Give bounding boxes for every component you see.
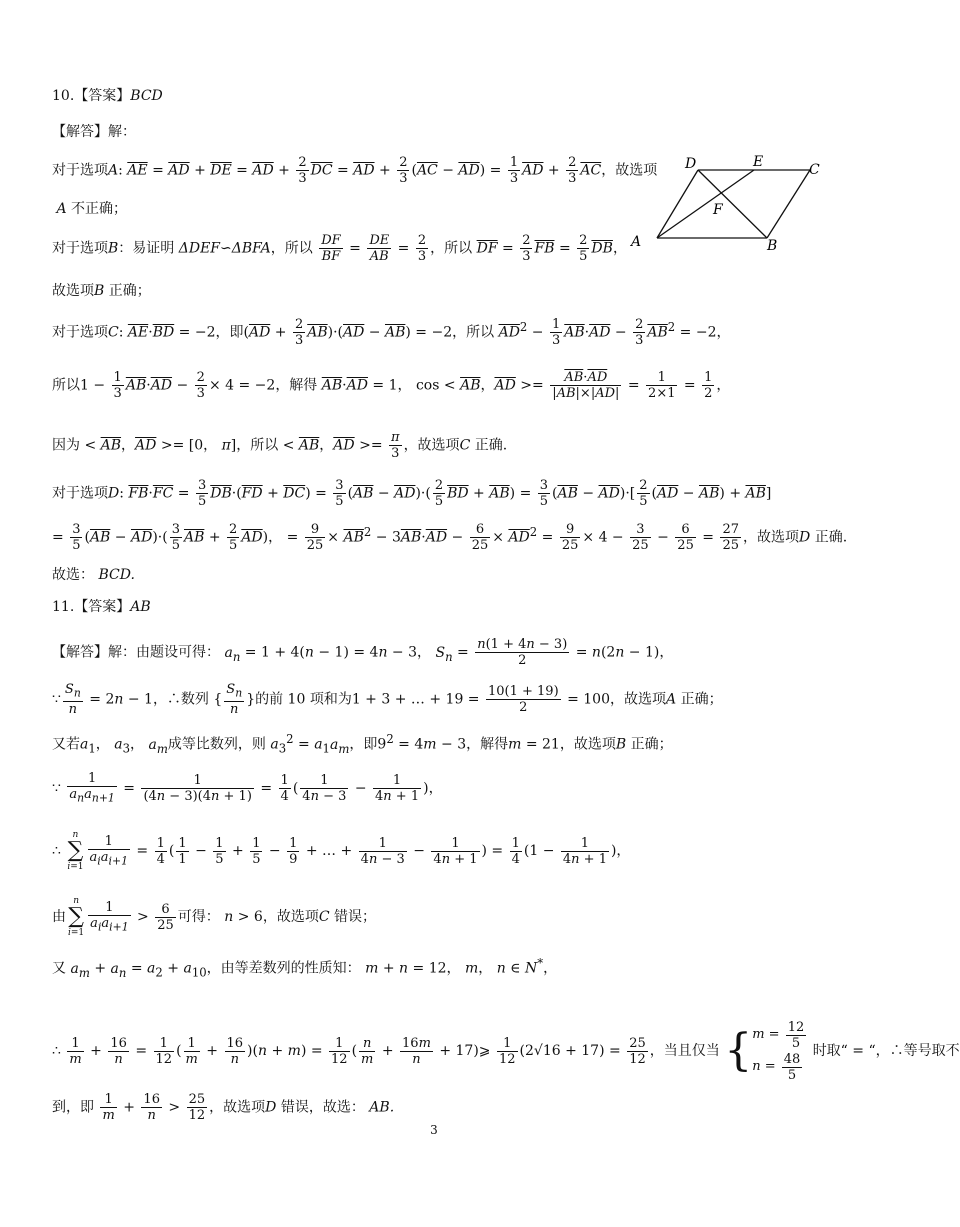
q10-final: 故选： BCD.	[52, 567, 135, 583]
q10-option-d: 对于选项D: $\overline{FB}\cdot\overline{FC}$ = $\frac{3}{5}$ $\overline{DB}\cdot(\overline{FD} + \overline{DC})$ = $\frac{3}{5}$ $(\overline{AB} - \overline{AD})\cdot$( $\frac{2}{5}$ $\overline{BD} + \overline{AB}$) = $\frac{3}{5}$ $(\overline{AB} - \overline{AD})\cdot$[ $\frac{2}{5}$ $(\overline{AD} - \overline{AB}) + \overline{AB}$]	[52, 478, 772, 509]
q10-option-c-line2: 所以1 − $\frac{1}{3}$ $\overline{AB}\cdot\overline{AD}$ − $\frac{2}{3}$ × 4 = −2，解得 $\overline{AB}\cdot\overline{AD} = 1$， $\cos < \overline{AB}$，$\overline{AD}$ >= $\frac{\overline{AB}\cdot\overline{AD}}{|\overline{AB}|\times|\overline{AD}|}$ = $\frac{1}{2\times 1}$ = $\frac{1}{2}$ ，	[52, 370, 731, 401]
label-A: A	[631, 234, 642, 250]
label-E: E	[753, 154, 764, 170]
q10-option-a: 对于选项A: $\overline{AE} = \overline{AD} + \overline{DE} = \overline{AD}$ + $\frac{2}{3}$ $\overline{DC} = \overline{AD}$ + $\frac{2}{3}$ $(\overline{AC} - \overline{AD})$ = $\frac{1}{3}$ $\overline{AD}$ + $\frac{2}{3}$ $\overline{AC}$，故选项	[52, 155, 658, 186]
q11-line8: ∴ $\frac{1}{m}$ + $\frac{16}{n}$ = $\frac{1}{12}$ ( $\frac{1}{m}$ + $\frac{16}{n}$ )(n + m) = $\frac{1}{12}$ ( $\frac{n}{m}$ + $\frac{16m}{n}$ + 17)⩾ $\frac{1}{12}$ (2√16 + 17) = $\frac{25}{12}$ ，当且仅当 { m = 12 5 n = 48 5 时取“ = “，∴等号取不	[52, 1019, 960, 1083]
q10-option-b: 对于选项B：易证明 ΔDEF∽ΔBFA，所以 $\frac{DF}{BF}$ = $\frac{DE}{AB}$ = $\frac{2}{3}$ ，所以 $\overline{DF}$ = $\frac{2}{3}$ $\overline{FB}$ = $\frac{2}{5}$ $\overline{DB}$，	[52, 233, 627, 264]
q10-option-a-result: A 不正确；	[56, 201, 128, 217]
q10-solution-label: 【解答】解：	[52, 124, 136, 140]
q11-line1: 【解答】解：由题设可得： $a_n = 1 + 4(n - 1) = 4n - 3$， $S_n$ = $\frac{n(1 + 4n - 3)}{2}$ = n(2n − 1)，	[52, 637, 674, 668]
q11-line2: ∵ $\frac{S_n}{n}$ = 2n − 1，∴数列 { $\frac{S_n}{n}$ }的前 10 项和为1 + 3 + … + 19 = $\frac{10(1 + 19)}{2}$ = 100，故选项A 正确；	[52, 682, 723, 717]
q10-option-c-line3: 因为 < $\overline{AB}$，$\overline{AD} >= [0$， π]，所以 < $\overline{AB}$，$\overline{AD}$ >= $\frac{\pi}{3}$ ，故选项C 正确.	[52, 430, 508, 461]
q11-line3: 又若$a_1$， $a_3$， $a_m$成等比数列，则 $a_3^2 = a_1a_m$，即$9^2 = 4m - 3$，解得m = 21，故选项B 正确；	[52, 732, 673, 756]
label-B: B	[767, 238, 778, 254]
edge-BC	[767, 170, 810, 238]
label-C: C	[809, 162, 820, 178]
label-D: D	[685, 156, 697, 172]
segment-AE	[657, 170, 754, 238]
q10-option-c: 对于选项C: $\overline{AE}\cdot\overline{BD} = -2$，即($\overline{AD}$ + $\frac{2}{3}$ $\overline{AB})\cdot(\overline{AD} - \overline{AB}) = -2$，所以 $\overline{AD}^2$ − $\frac{1}{3}$ $\overline{AB}\cdot\overline{AD}$ − $\frac{2}{3}$ $\overline{AB}^2 = -2$，	[52, 317, 731, 349]
q11-line5: ∴ n ∑ i=1 1 $a_ia_{i+1}$ = $\frac{1}{4}$ ( $\frac{1}{1}$ − $\frac{1}{5}$ + $\frac{1}{5}$ − $\frac{1}{9}$ + … + $\frac{1}{4n - 3}$ − $\frac{1}{4n + 1}$ ) = $\frac{1}{4}$ (1 − $\frac{1}{4n + 1}$ )，	[52, 830, 631, 872]
label-F: F	[713, 202, 723, 218]
q11-line9: 到，即 $\frac{1}{m}$ + $\frac{16}{n}$ > $\frac{25}{12}$ ，故选项D 错误，故选： AB.	[52, 1092, 395, 1123]
q10-option-d-line2: = $\frac{3}{5}$ $(\overline{AB} - \overline{AD})\cdot$( $\frac{3}{5}$ $\overline{AB}$ + $\frac{2}{5}$ $\overline{AD}$)， = $\frac{9}{25}$ × $\overline{AB}^2 - 3\overline{AB}\cdot\overline{AD}$ − $\frac{6}{25}$ × $\overline{AD}^2$ = $\frac{9}{25}$ × 4 − $\frac{3}{25}$ − $\frac{6}{25}$ = $\frac{27}{25}$ ，故选项D 正确.	[52, 522, 848, 554]
q11-line7: 又 $a_m + a_n = a_2 + a_{10}$，由等差数列的性质知： m + n = 12， m， n ∈ N*，	[52, 956, 558, 980]
q11-line4: ∵ 1 $a_na_{n+1}$ = $\frac{1}{(4n - 3)(4n + 1)}$ = $\frac{1}{4}$ ( $\frac{1}{4n - 3}$ − $\frac{1}{4n + 1}$ )，	[52, 771, 443, 805]
q10-header: 10.【答案】BCD	[52, 88, 163, 104]
q11-header: 11.【答案】AB	[52, 599, 151, 615]
parallelogram-figure	[625, 150, 825, 260]
q11-line6: 由n ∑ i=1 1 $a_ia_{i+1}$ > $\frac{6}{25}$ 可得： n > 6，故选项C 错误；	[52, 896, 376, 938]
edge-AD	[657, 170, 698, 238]
diagonal-DB	[698, 170, 767, 238]
page-number: 3	[430, 1123, 438, 1137]
q10-option-b-result: 故选项B 正确；	[52, 283, 151, 299]
